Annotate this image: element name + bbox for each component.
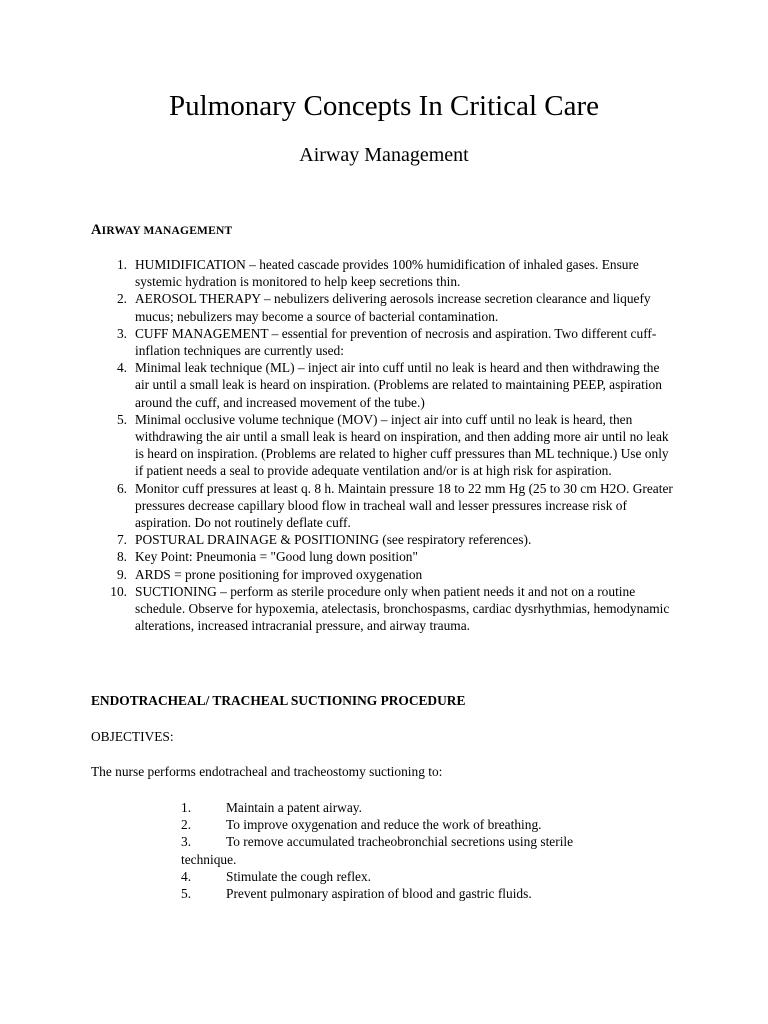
intro-paragraph: The nurse performs endotracheal and tracheostomy suctioning to: — [91, 764, 443, 779]
list-item — [181, 816, 641, 833]
list-item-text: ARDS = prone positioning for improved oxygenation — [135, 566, 423, 582]
list-item-text: AEROSOL THERAPY – nebulizers delivering aerosols increase secretion clearance and liquefy mucus; nebulizers may become a source of bacterial contamination. — [135, 291, 651, 324]
list-item — [181, 885, 641, 902]
list-item — [91, 531, 676, 548]
list-item-number: 10. — [110, 583, 127, 599]
list-item — [181, 868, 641, 885]
list-item — [91, 290, 676, 324]
list-item-text: POSTURAL DRAINAGE & POSITIONING (see respiratory references). — [135, 532, 532, 548]
list-item — [91, 256, 676, 290]
list-item-number: 3. — [181, 834, 192, 850]
list-item-text: SUCTIONING – perform as sterile procedure only when patient needs it and not on a routine schedule. Observe for hypoxemia, atelectasis, bronchospasms, cardiac dysrhythmias, hemodynamic alterations, increased intracranial pressure, and airway trauma. — [135, 583, 670, 634]
list-item-text: HUMIDIFICATION – heated cascade provides 100% humidification of inhaled gases. Ensure systemic hydration is monitored to help keep secretions thin. — [135, 257, 639, 290]
list-item-number: 8. — [116, 549, 127, 565]
list-item-text: Minimal leak technique (ML) – inject air into cuff until no leak is heard and then withdrawing the air until a small leak is heard on inspiration. (Problems are related to maintaining PEEP, aspiration around the cuff, and increased movement of the tube.) — [135, 360, 662, 410]
list-item-number: 4. — [116, 360, 127, 376]
list-item — [181, 799, 641, 816]
document-subtitle: Airway Management — [299, 144, 469, 166]
list-item — [181, 833, 641, 867]
list-item — [91, 583, 676, 635]
list-item-number: 7. — [116, 532, 127, 548]
objectives-list — [181, 799, 641, 902]
list-item-text: Stimulate the cough reflex. — [226, 868, 372, 884]
list-item-text: Maintain a patent airway. — [226, 800, 362, 815]
section-heading-suctioning-procedure: ENDOTRACHEAL/ TRACHEAL SUCTIONING PROCEDURE — [91, 693, 466, 708]
list-item — [91, 566, 676, 583]
list-item — [91, 411, 676, 480]
list-item-number: 3. — [116, 325, 127, 341]
objectives-label: OBJECTIVES: — [91, 729, 174, 744]
list-item-number: 6. — [116, 480, 127, 496]
list-item-text: To improve oxygenation and reduce the work of breathing. — [226, 817, 542, 833]
list-item-number: 1. — [116, 257, 127, 272]
list-item-text: Minimal occlusive volume technique (MOV) – inject air into cuff until no leak is heard, then withdrawing the air until a small leak is heard on inspiration, and then adding more air until no leak is heard on inspiration. (Problems are related to higher cuff pressures than ML technique.) Use only if patient needs a seal to provide adequate ventilation and/or is at high risk for aspiration. — [135, 411, 669, 479]
list-item-number: 5. — [181, 886, 192, 902]
list-item-text: CUFF MANAGEMENT – essential for prevention of necrosis and aspiration. Two different cuff-inflation techniques are currently used: — [135, 325, 657, 359]
list-item-number: 5. — [116, 411, 127, 427]
list-item — [91, 359, 676, 411]
list-item — [91, 548, 676, 565]
section-heading-airway-management: AIRWAY MANAGEMENT — [91, 222, 233, 238]
list-item-number: 2. — [181, 817, 192, 833]
list-item-number: 9. — [116, 566, 127, 582]
list-item-text: Prevent pulmonary aspiration of blood and gastric fluids. — [226, 886, 532, 902]
document-title: Pulmonary Concepts In Critical Care — [168, 90, 600, 122]
list-item-text: To remove accumulated tracheobronchial secretions using sterile — [226, 834, 574, 850]
list-item-continuation: technique. — [181, 851, 237, 867]
list-item-number: 1. — [181, 800, 192, 815]
list-item-text: Monitor cuff pressures at least q. 8 h. Maintain pressure 18 to 22 mm Hg (25 to 30 cm H2O. Greater pressures decrease capillary blood flow in tracheal wall and lesser pressures increase risk of aspiration. Do not routinely deflate cuff. — [135, 480, 673, 531]
list-item-text: Key Point: Pneumonia = "Good lung down position" — [135, 549, 418, 565]
list-item — [91, 325, 676, 359]
list-item — [91, 480, 676, 532]
airway-management-list — [91, 256, 676, 634]
list-item-number: 2. — [116, 291, 127, 307]
list-item-number: 4. — [181, 868, 192, 884]
